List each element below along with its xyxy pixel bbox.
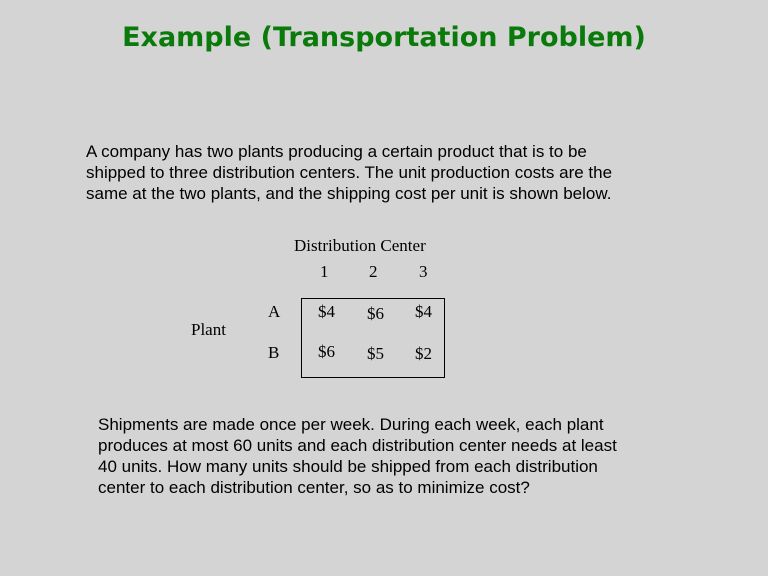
intro-line: shipped to three distribution centers. The unit production costs are the: [86, 163, 613, 182]
cost-cell-b1: $6: [318, 342, 335, 361]
row-label-a: A: [268, 302, 281, 321]
closing-paragraph: [98, 414, 718, 498]
column-group-header: Distribution Center: [294, 236, 426, 255]
cost-cell-b2: $5: [367, 344, 384, 363]
cost-cell-a2: $6: [367, 304, 384, 323]
intro-paragraph: [86, 141, 706, 204]
row-group-label: Plant: [191, 320, 226, 339]
column-header-2: 2: [369, 262, 378, 281]
closing-line: 40 units. How many units should be shipped from each distribution: [98, 457, 598, 476]
cost-cell-a1: $4: [318, 302, 335, 321]
slide-title: Example (Transportation Problem): [122, 22, 646, 53]
closing-line: center to each distribution center, so as to minimize cost?: [98, 478, 530, 497]
closing-line: Shipments are made once per week. During each week, each plant: [98, 415, 604, 434]
column-header-1: 1: [320, 262, 329, 281]
closing-line: produces at most 60 units and each distribution center needs at least: [98, 436, 617, 455]
row-label-b: B: [268, 343, 280, 362]
cost-cell-a3: $4: [415, 302, 432, 321]
intro-line: same at the two plants, and the shipping cost per unit is shown below.: [86, 184, 612, 203]
intro-line: A company has two plants producing a certain product that is to be: [86, 142, 587, 161]
cost-cell-b3: $2: [415, 344, 432, 363]
column-header-3: 3: [419, 262, 428, 281]
